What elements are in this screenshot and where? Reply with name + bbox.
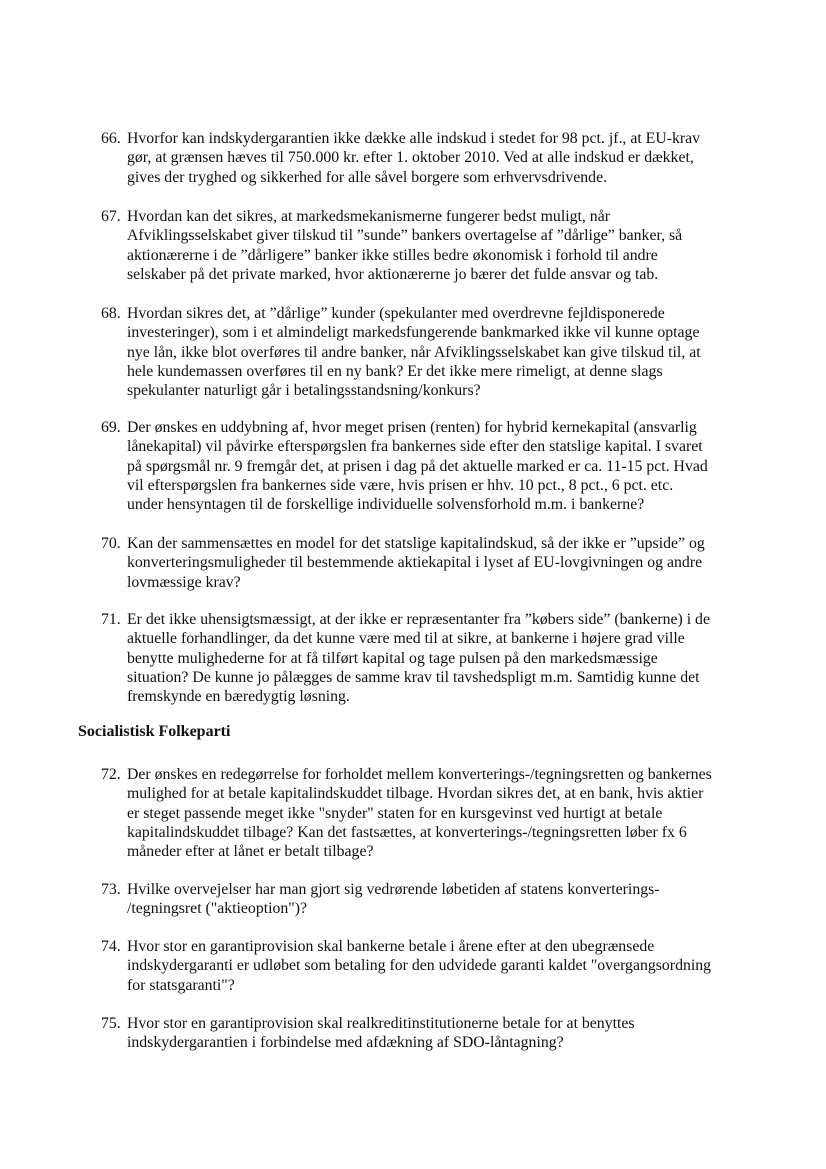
question-text-line: nye lån, ikke blot overføres til andre banker, når Afviklingsselskabet kan give tilskud til, at (127, 343, 701, 361)
question-text-line: lovmæssige krav? (127, 573, 241, 591)
question-text-line: situation? De kunne jo pålægges de samme krav til tavshedspligt m.m. Samtidig kunne det (127, 668, 700, 686)
question-text-line: aktuelle forhandlinger, da det kunne være med til at sikre, at bankerne i højere grad ville (127, 630, 685, 648)
question-text-line: Hvilke overvejelser har man gjort sig vedrørende løbetiden af statens konverterings- (127, 881, 660, 898)
question-text-line: for statsgaranti"? (127, 976, 235, 994)
question-item-69 (101, 418, 761, 514)
question-text-line: indskydergaranti er udløbet som betaling for den udvidede garanti kaldet "overgangsordning (127, 957, 712, 975)
question-text-line: /tegningsret ("aktieoption")? (127, 900, 308, 918)
question-number: 71. (101, 611, 121, 628)
question-text-line: konverteringsmuligheder til bestemmende aktiekapital i lyset af EU-lovgivningen og andre (127, 554, 703, 572)
question-text-line: Hvordan kan det sikres, at markedsmekanismerne fungerer bedst muligt, når (127, 208, 610, 225)
question-text-line: vil efterspørgslen fra bankernes side være, hvis prisen er hhv. 10 pct., 8 pct., 6 pct. etc. (127, 476, 674, 494)
question-text-line: mulighed for at betale kapitalindskuddet tilbage. Hvordan sikres det, at en bank, hvis aktier (127, 785, 704, 803)
question-text-line: kapitalindskuddet tilbage? Kan det fastsættes, at konverterings-/tegningsretten løber fx 6 (127, 823, 687, 841)
question-text-line: måneder efter at lånet er betalt tilbage? (127, 843, 374, 861)
question-text-line: Hvor stor en garantiprovision skal bankerne betale i årene efter at den ubegrænsede (127, 938, 655, 955)
question-text-line: hele kundemassen overføres til en ny bank? Er det ikke mere rimeligt, at denne slags (127, 362, 663, 380)
question-text-line: på spørgsmål nr. 9 fremgår det, at prisen i dag på det aktuelle marked er ca. 11-15 pct. Hvad (127, 457, 708, 475)
question-text-line: lånekapital) vil påvirke efterspørgslen fra bankernes side efter den statslige kapital. I svaret (127, 438, 703, 456)
question-number: 74. (101, 938, 121, 955)
question-item-72 (101, 765, 761, 861)
question-text-line: er steget passende meget ikke "snyder" staten for en kursgevinst ved hurtigt at betale (127, 804, 663, 822)
question-number: 70. (101, 535, 121, 552)
question-text-line: Hvordan sikres det, at ”dårlige” kunder (spekulanter med overdrevne fejldisponerede (127, 305, 665, 322)
section-heading: Socialistisk Folkeparti (78, 723, 231, 740)
question-text-line: gives der tryghed og sikkerhed for alle såvel borgere som erhvervsdrivende. (127, 168, 608, 186)
question-text-line: Afviklingsselskabet giver tilskud til ”sunde” bankers overtagelse af ”dårlige” banker, så (127, 227, 683, 245)
question-text-line: Kan der sammensættes en model for det statslige kapitalindskud, så der ikke er ”upside” og (127, 535, 705, 552)
question-item-75 (101, 1014, 761, 1053)
question-text-line: Der ønskes en uddybning af, hvor meget prisen (renten) for hybrid kernekapital (ansvarlig (127, 419, 697, 436)
question-text-line: Hvorfor kan indskydergarantien ikke dække alle indskud i stedet for 98 pct. jf., at EU-krav (127, 130, 701, 147)
question-item-70 (101, 534, 761, 592)
question-item-66 (101, 129, 761, 187)
question-number: 72. (101, 766, 121, 783)
question-text-line: benytte mulighederne for at få tilført kapital og tage pulsen på den markedsmæssige (127, 649, 658, 667)
question-text-line: under hensyntagen til de forskellige individuelle solvensforhold m.m. i bankerne? (127, 496, 645, 514)
question-number: 69. (101, 419, 121, 436)
question-number: 75. (101, 1015, 121, 1032)
question-item-73 (101, 880, 761, 919)
question-item-67 (101, 207, 761, 284)
question-number: 67. (101, 208, 121, 225)
question-text-line: Hvor stor en garantiprovision skal realkreditinstitutionerne betale for at benyttes (127, 1015, 635, 1032)
question-text-line: spekulanter naturligt går i betalingsstandsning/konkurs? (127, 382, 481, 400)
question-text-line: fremskynde en bæredygtig løsning. (127, 688, 350, 706)
question-text-line: aktionærerne i de ”dårligere” banker ikke stilles bedre økonomisk i forhold til andre (127, 246, 658, 264)
question-text-line: Er det ikke uhensigtsmæssigt, at der ikke er repræsentanter fra ”købers side” (bankerne) i de (127, 611, 710, 628)
question-text-line: Der ønskes en redegørrelse for forholdet mellem konverterings-/tegningsretten og bankernes (127, 766, 712, 783)
question-item-74 (101, 937, 761, 995)
question-number: 73. (101, 881, 121, 898)
question-text-line: indskydergarantien i forbindelse med afdækning af SDO-låntagning? (127, 1034, 564, 1052)
question-text-line: gør, at grænsen hæves til 750.000 kr. efter 1. oktober 2010. Ved at alle indskud er dækket, (127, 149, 694, 167)
question-text-line: selskaber på det private marked, hvor aktionærerne jo bærer det fulde ansvar og tab. (127, 265, 659, 283)
question-text-line: investeringer), som i et almindeligt markedsfungerende bankmarked ikke vil kunne optage (127, 324, 700, 342)
question-item-68 (101, 304, 761, 400)
question-number: 66. (101, 130, 121, 147)
question-item-71 (101, 610, 761, 706)
question-number: 68. (101, 305, 121, 322)
